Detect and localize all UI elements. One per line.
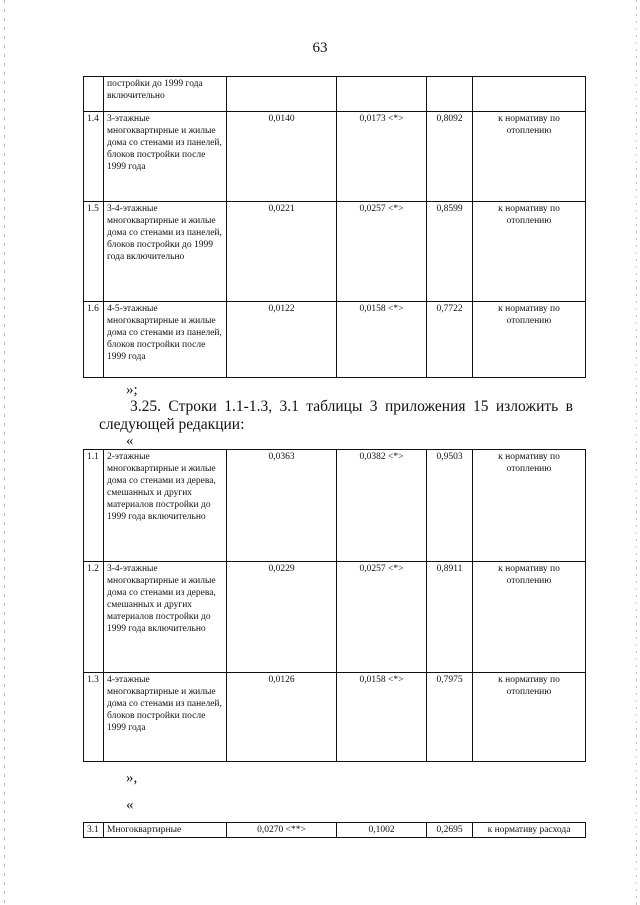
value-3: 0,7722 — [427, 302, 473, 378]
table-row — [84, 77, 586, 112]
table-row — [84, 202, 586, 302]
scan-edge-left — [4, 0, 5, 905]
amendment-paragraph — [99, 398, 573, 434]
table-continuation — [83, 76, 586, 378]
building-description: постройки до 1999 года включительно — [104, 77, 227, 112]
norm-note: к нормативу по отоплению — [473, 562, 586, 673]
building-description: 3-4-этажные многоквартирные и жилые дома со стенами из дерева, смешанных и других материалов постройки до 1999 года включительно — [104, 562, 227, 673]
norm-note — [473, 77, 586, 112]
building-description: 3-этажные многоквартирные и жилые дома со стенами из панелей, блоков постройки после 1999 года — [104, 112, 227, 202]
closing-quote: »; — [126, 382, 138, 398]
building-description: Многоквартирные — [104, 823, 227, 838]
value-1: 0,0140 — [227, 112, 337, 202]
value-2: 0,1002 — [337, 823, 427, 838]
value-1: 0,0122 — [227, 302, 337, 378]
value-3: 0,8599 — [427, 202, 473, 302]
amendment-text: 3.25. Строки 1.1-1.3, 3.1 таблицы 3 приложения 15 изложить в следующей редакции: — [99, 398, 573, 433]
building-description: 3-4-этажные многоквартирные и жилые дома со стенами из панелей, блоков постройки до 1999 года включительно — [104, 202, 227, 302]
value-1 — [227, 77, 337, 112]
value-3: 0,8911 — [427, 562, 473, 673]
row-number: 1.1 — [84, 450, 104, 562]
scan-edge-right — [636, 0, 637, 905]
row-number: 1.2 — [84, 562, 104, 673]
row-number: 1.3 — [84, 673, 104, 762]
table-row — [84, 673, 586, 762]
table-row — [84, 823, 586, 838]
norm-note: к нормативу по отоплению — [473, 202, 586, 302]
row-number: 1.6 — [84, 302, 104, 378]
norm-note: к нормативу по отоплению — [473, 112, 586, 202]
value-2: 0,0158 <*> — [337, 673, 427, 762]
row-number: 1.5 — [84, 202, 104, 302]
table-amended-rows — [83, 449, 586, 762]
value-2: 0,0382 <*> — [337, 450, 427, 562]
row-number: 1.4 — [84, 112, 104, 202]
building-description: 4-5-этажные многоквартирные и жилые дома со стенами из панелей, блоков постройки после 1999 года — [104, 302, 227, 378]
opening-quote: « — [126, 433, 134, 449]
table-row — [84, 562, 586, 673]
table-row — [84, 302, 586, 378]
norm-note: к нормативу расхода — [473, 823, 586, 838]
value-3: 0,7975 — [427, 673, 473, 762]
value-3: 0,9503 — [427, 450, 473, 562]
page-number: 63 — [312, 40, 328, 56]
row-number — [84, 77, 104, 112]
value-1: 0,0221 — [227, 202, 337, 302]
closing-quote: », — [126, 770, 138, 786]
value-3: 0,8092 — [427, 112, 473, 202]
row-number: 3.1 — [84, 823, 104, 838]
value-1: 0,0270 <**> — [227, 823, 337, 838]
value-2: 0,0158 <*> — [337, 302, 427, 378]
value-1: 0,0126 — [227, 673, 337, 762]
opening-quote: « — [126, 797, 134, 813]
norm-note: к нормативу по отоплению — [473, 673, 586, 762]
norm-note: к нормативу по отоплению — [473, 302, 586, 378]
table-row — [84, 112, 586, 202]
table-row-3-1 — [83, 822, 586, 838]
table-row — [84, 450, 586, 562]
value-3: 0,2695 — [427, 823, 473, 838]
value-1: 0,0363 — [227, 450, 337, 562]
value-1: 0,0229 — [227, 562, 337, 673]
value-3 — [427, 77, 473, 112]
value-2: 0,0257 <*> — [337, 562, 427, 673]
norm-note: к нормативу по отоплению — [473, 450, 586, 562]
value-2: 0,0257 <*> — [337, 202, 427, 302]
building-description: 2-этажные многоквартирные и жилые дома со стенами из дерева, смешанных и других материалов постройки до 1999 года включительно — [104, 450, 227, 562]
value-2: 0,0173 <*> — [337, 112, 427, 202]
value-2 — [337, 77, 427, 112]
building-description: 4-этажные многоквартирные и жилые дома со стенами из панелей, блоков постройки после 1999 года — [104, 673, 227, 762]
